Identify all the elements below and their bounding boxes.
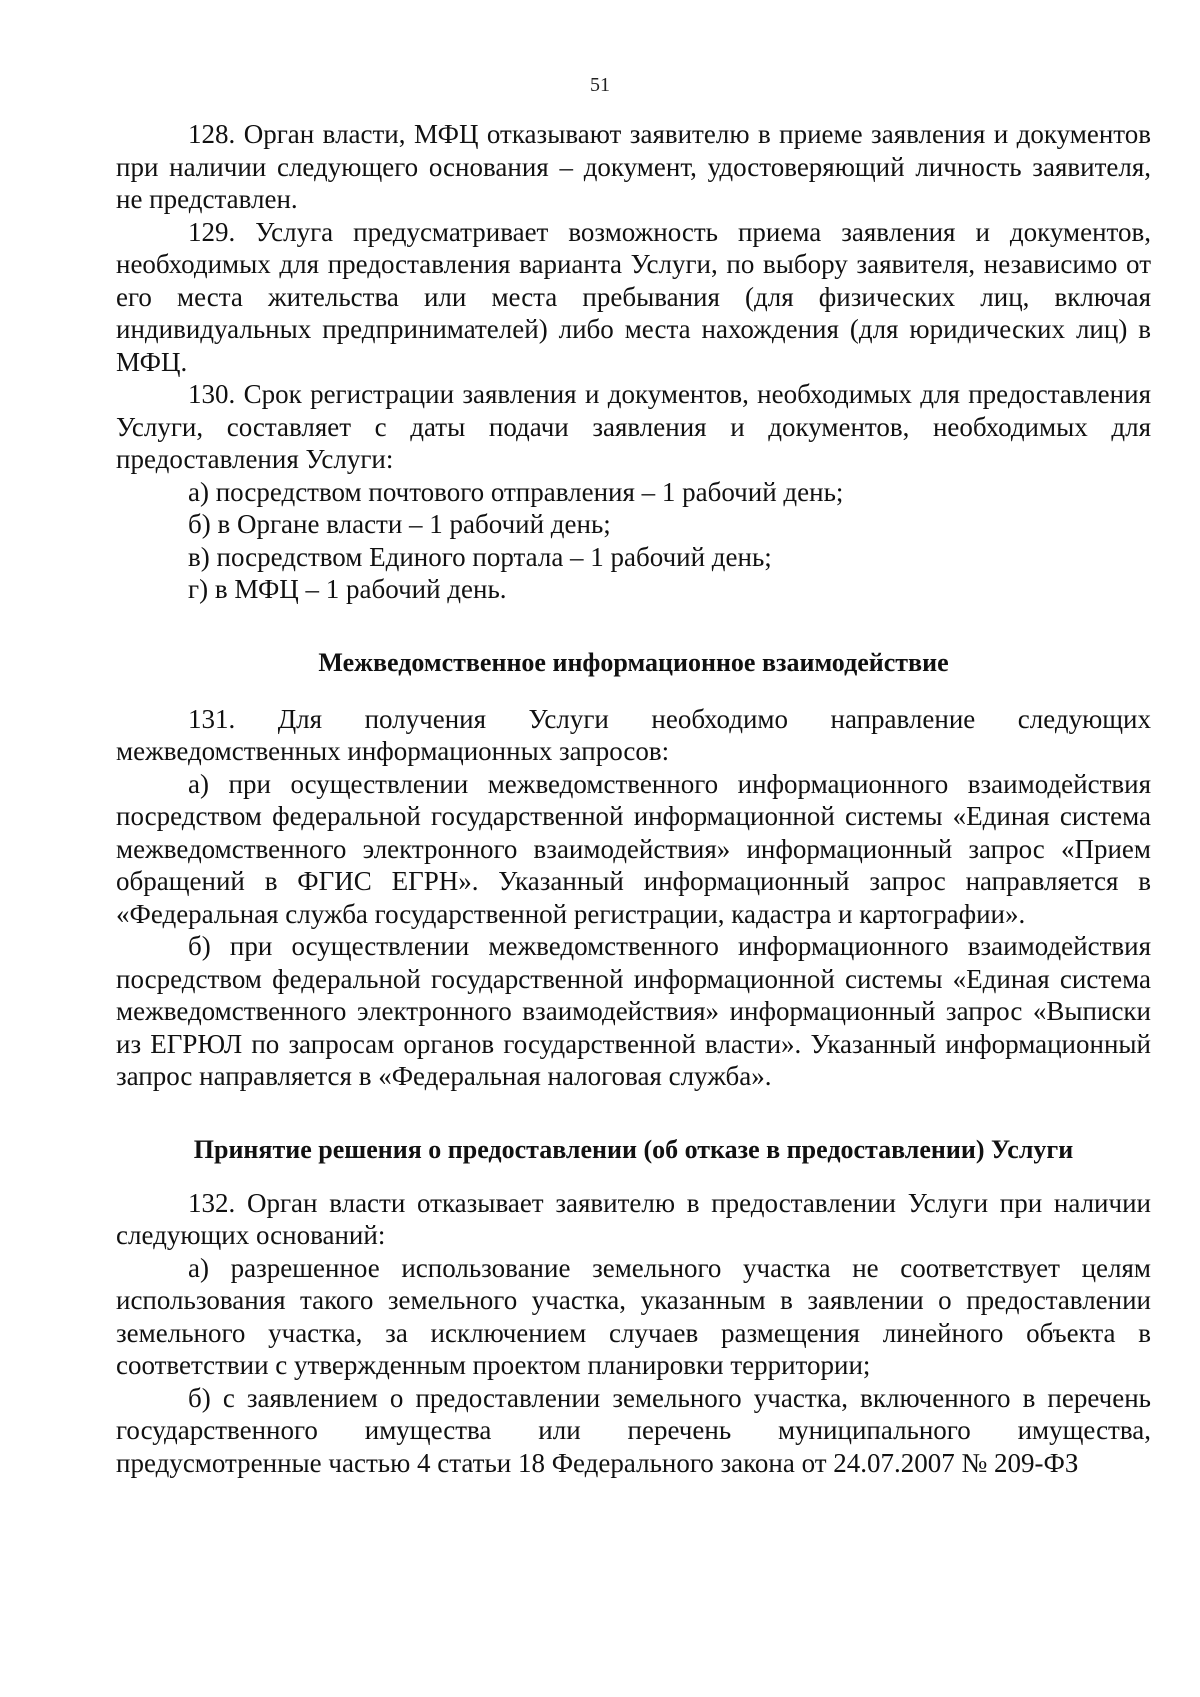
page-number: 51 — [590, 74, 610, 96]
paragraph-132: 132. Орган власти отказывает заявителю в предоставлении Услуги при наличии следующих оснований: — [116, 1187, 1151, 1250]
paragraph-129: 129. Услуга предусматривает возможность приема заявления и документов, необходимых для предоставления варианта Услуги, по выбору заявителя, независимо от его места жительства или места пребывания (для физических лиц, включая индивидуальных предпринимателей) либо места нахождения (для юридических лиц) в МФЦ. — [116, 216, 1151, 377]
section-spacer — [116, 606, 1151, 647]
list-item-131-b: б) при осуществлении межведомственного информационного взаимодействия посредством федеральной государственной информационной системы «Единая система межведомственного электронного взаимодействия» информационный запрос «Выписки из ЕГРЮЛ по запросам органов государственной власти». Указанный информационный запрос направляется в «Федеральная налоговая служба». — [116, 931, 1151, 1091]
section-spacer — [116, 1166, 1151, 1187]
list-item-131-a: а) при осуществлении межведомственного информационного взаимодействия посредством федеральной государственной информационной системы «Единая система межведомственного электронного взаимодействия» информационный запрос «Прием обращений в ФГИС ЕГРН». Указанный информационный запрос направляется в «Федеральная служба государственной регистрации, кадастра и картографии». — [116, 768, 1151, 929]
paragraph-131: 131. Для получения Услуги необходимо направление следующих межведомственных информационных запросов: — [116, 703, 1151, 766]
list-item-130-a: а) посредством почтового отправления – 1 рабочий день; — [188, 476, 844, 507]
list-item-132-a: а) разрешенное использование земельного участка не соответствует целям использования такого земельного участка, указанным в заявлении о предоставлении земельного участка, за исключением случаев размещения линейного объекта в соответствии с утвержденным проектом планировки территории; — [116, 1252, 1151, 1380]
list-item-132-b: б) с заявлением о предоставлении земельного участка, включенного в перечень государственного имущества или перечень муниципального имущества, предусмотренные частью 4 статьи 18 Федерального закона от 24.07.2007 № 209-ФЗ — [116, 1382, 1151, 1478]
list-item-130-g: г) в МФЦ – 1 рабочий день. — [188, 574, 507, 604]
paragraph-130: 130. Срок регистрации заявления и документов, необходимых для предоставления Услуги, составляет с даты подачи заявления и документов, необходимых для предоставления Услуги: — [116, 379, 1151, 474]
paragraph-128: 128. Орган власти, МФЦ отказывают заявителю в приеме заявления и документов при наличии следующего основания – документ, удостоверяющий личность заявителя, не представлен. — [116, 119, 1151, 214]
document-body — [116, 118, 1151, 1479]
section-spacer — [116, 1093, 1151, 1134]
list-item-130-v: в) посредством Единого портала – 1 рабочий день; — [188, 541, 772, 572]
section-heading-interagency: Межведомственное информационное взаимодействие — [318, 647, 949, 677]
list-item-130-b: б) в Органе власти – 1 рабочий день; — [188, 509, 611, 539]
section-heading-decision: Принятие решения о предоставлении (об отказе в предоставлении) Услуги — [193, 1134, 1074, 1164]
section-spacer — [116, 679, 1151, 703]
